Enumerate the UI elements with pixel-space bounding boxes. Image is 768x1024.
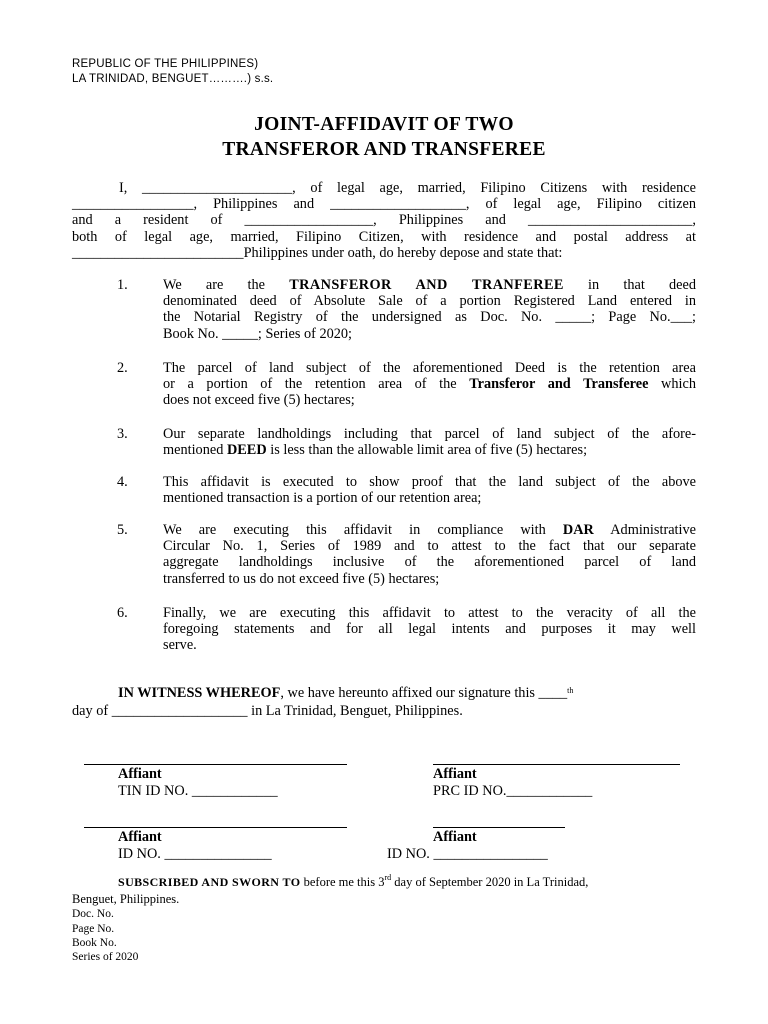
signature-line-4[interactable] — [433, 827, 565, 828]
item-number-1: 1. — [117, 277, 128, 293]
witness-lead: IN WITNESS WHEREOF — [118, 685, 281, 701]
item-1-line-4: Book No. _____; Series of 2020; — [163, 325, 353, 342]
item-number-6: 6. — [117, 605, 128, 621]
transferor-transferee-emphasis: TRANSFEROR AND TRANFEREE — [289, 277, 564, 293]
intro-line-5: ________________________Philippines under oath, do hereby depose and state that: — [72, 244, 563, 261]
affiant-label-1: Affiant — [118, 766, 162, 782]
signature-line-1[interactable] — [84, 764, 347, 765]
affiant-label-4: Affiant — [433, 829, 477, 845]
jurat-line-2: Benguet, Philippines. — [72, 892, 180, 906]
item-5-line-1: We are executing this affidavit in compliance with DAR Administrative — [163, 522, 696, 538]
item-3-line-1: Our separate landholdings including that parcel of land subject of the afore- — [163, 426, 696, 442]
item-text-6 — [163, 605, 696, 654]
tin-id-field: TIN ID NO. ____________ — [118, 783, 278, 799]
notarial-doc-no: Doc. No. — [72, 908, 114, 920]
id-field-right: ID NO. ________________ — [387, 846, 548, 862]
intro-line-1: I, _____________________, of legal age, married, Filipino Citizens with residence — [119, 180, 696, 196]
notarial-series: Series of 2020 — [72, 951, 139, 963]
venue-line-1: REPUBLIC OF THE PHILIPPINES) — [72, 58, 259, 70]
item-2-line-1: The parcel of land subject of the aforementioned Deed is the retention area — [163, 360, 696, 376]
item-1-line-3: the Notarial Registry of the undersigned as Doc. No. _____; Page No.___; — [163, 309, 696, 326]
item-5-line-4: transferred to us do not exceed five (5) hectares; — [163, 570, 440, 587]
item-2-line-3: does not exceed five (5) hectares; — [163, 392, 355, 409]
signature-line-3[interactable] — [84, 827, 347, 828]
intro-line-3: and a resident of __________________, Philippines and _______________________, — [72, 212, 696, 229]
item-text-5 — [163, 522, 696, 587]
item-text-4 — [163, 474, 696, 506]
notarial-page-no: Page No. — [72, 923, 115, 935]
intro-line-2: _________________, Philippines and ___________________, of legal age, Filipino citizen — [72, 196, 696, 213]
item-number-4: 4. — [117, 474, 128, 490]
affiant-label-2: Affiant — [433, 766, 477, 782]
item-5-line-3: aggregate landholdings inclusive of the aforementioned parcel of land — [163, 554, 696, 571]
witness-line-2: day of ___________________ in La Trinidad, Benguet, Philippines. — [72, 703, 463, 719]
intro-paragraph — [72, 180, 696, 261]
item-text-3 — [163, 426, 696, 458]
item-6-line-2: foregoing statements and for all legal intents and purposes it may well — [163, 621, 696, 638]
item-text-1 — [163, 277, 696, 342]
signature-line-2[interactable] — [433, 764, 680, 765]
item-text-2 — [163, 360, 696, 409]
item-4-line-1: This affidavit is executed to show proof that the land subject of the above — [163, 474, 696, 490]
witness-line-1: IN WITNESS WHEREOF, we have hereunto affixed our signature this ____$^{th}$ — [118, 685, 574, 701]
item-number-5: 5. — [117, 522, 128, 538]
jurat-line-1: SUBSCRIBED AND SWORN TO before me this 3rd day of September 2020 in La Trinidad, — [118, 873, 589, 889]
item-number-2: 2. — [117, 360, 128, 376]
item-4-line-2: mentioned transaction is a portion of our retention area; — [163, 490, 482, 507]
title-line-2: TRANSFEROR AND TRANSFEREE — [222, 139, 546, 160]
item-5-line-2: Circular No. 1, Series of 1989 and to attest to the fact that our separate — [163, 538, 696, 555]
id-field-left: ID NO. _______________ — [118, 846, 272, 862]
notarial-book-no: Book No. — [72, 937, 117, 949]
venue-line-2: LA TRINIDAD, BENGUET……….) s.s. — [72, 73, 274, 85]
item-3-line-2: mentioned DEED is less than the allowable limit area of five (5) hectares; — [163, 442, 588, 459]
item-1-line-1: We are the TRANSFEROR AND TRANFEREE in that deed — [163, 277, 696, 293]
item-1-line-2: denominated deed of Absolute Sale of a portion Registered Land entered in — [163, 293, 696, 310]
affiant-label-3: Affiant — [118, 829, 162, 845]
intro-line-4: both of legal age, married, Filipino Citizen, with residence and postal address at — [72, 228, 696, 245]
item-number-3: 3. — [117, 426, 128, 442]
title-line-1: JOINT-AFFIDAVIT OF TWO — [254, 114, 514, 135]
jurat-lead: SUBSCRIBED AND SWORN TO — [118, 875, 301, 889]
item-2-line-2: or a portion of the retention area of the Transferor and Transferee which — [163, 376, 696, 393]
prc-id-field: PRC ID NO.____________ — [433, 783, 593, 799]
item-6-line-1: Finally, we are executing this affidavit to attest to the veracity of all the — [163, 605, 696, 621]
item-6-line-3: serve. — [163, 637, 197, 654]
